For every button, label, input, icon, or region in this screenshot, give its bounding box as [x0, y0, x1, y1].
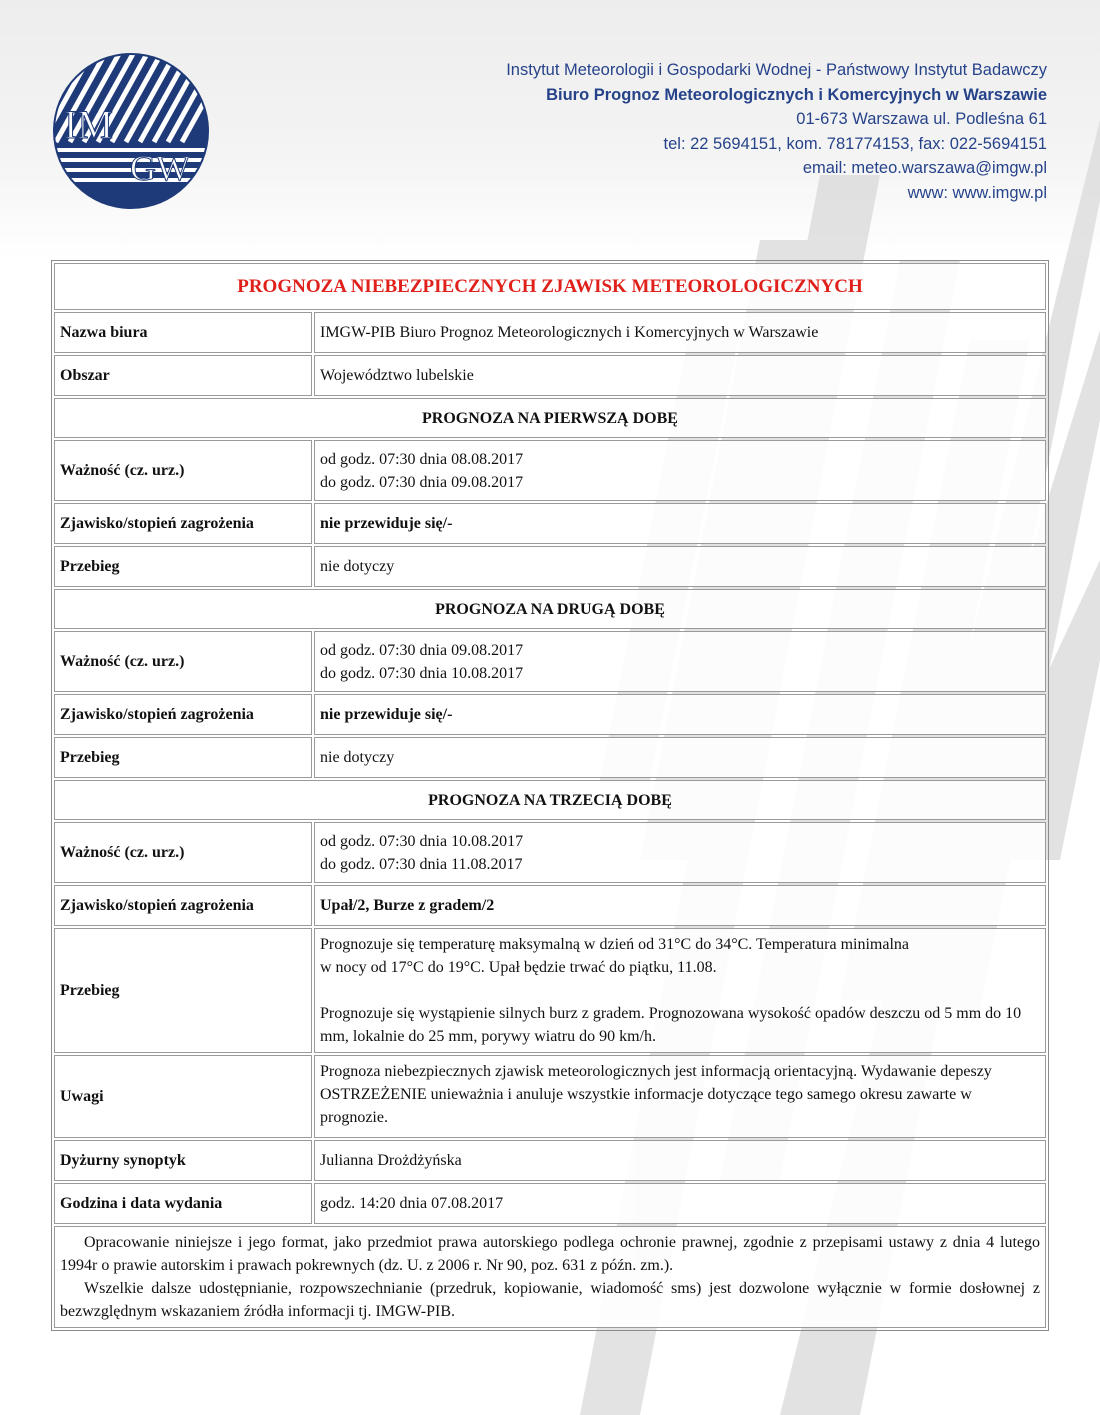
- remarks-label: Uwagi: [54, 1055, 312, 1138]
- logo-text-im: IM: [64, 102, 113, 147]
- copyright-notice: [54, 1226, 1046, 1328]
- day2-course-value: nie dotyczy: [314, 737, 1046, 778]
- day3-phenomenon-value: Upał/2, Burze z gradem/2: [314, 885, 1046, 926]
- day2-phenomenon-label: Zjawisko/stopień zagrożenia: [54, 694, 312, 735]
- copyright-para-2: Wszelkie dalsze udostępnianie, rozpowszechnianie (przedruk, kopiowanie, wiadomość sms) jest dozwolone wyłącznie w formie dosłownej z bezwzględnym wskazaniem źródła informacji tj. IMGW-PIB.: [60, 1280, 1040, 1320]
- day3-heading: PROGNOZA NA TRZECIĄ DOBĘ: [54, 780, 1046, 820]
- day2-validity-value: [314, 631, 1046, 692]
- forecaster-label: Dyżurny synoptyk: [54, 1140, 312, 1181]
- forecast-table: [51, 260, 1049, 1331]
- day1-phenomenon-value: nie przewiduje się/-: [314, 503, 1046, 544]
- day1-heading: PROGNOZA NA PIERWSZĄ DOBĘ: [54, 398, 1046, 438]
- office-value: IMGW-PIB Biuro Prognoz Meteorologicznych i Komercyjnych w Warszawie: [314, 312, 1046, 353]
- day1-course-value: nie dotyczy: [314, 546, 1046, 587]
- day3-course-value: [314, 928, 1046, 1053]
- forecaster-value: Julianna Drożdżyńska: [314, 1140, 1046, 1181]
- day2-validity-label: Ważność (cz. urz.): [54, 631, 312, 692]
- address: 01-673 Warszawa ul. Podleśna 61: [796, 110, 1047, 128]
- bureau-name: Biuro Prognoz Meteorologicznych i Komercyjnych w Warszawie: [546, 85, 1047, 104]
- remarks-value: Prognoza niebezpiecznych zjawisk meteorologicznych jest informacją orientacyjną. Wydawanie depeszy OSTRZEŻENIE unieważnia i anuluje wszystkie informacje dotyczące tego samego okresu zawarte w prognozie.: [314, 1055, 1046, 1138]
- day2-course-label: Przebieg: [54, 737, 312, 778]
- website[interactable]: www: www.imgw.pl: [907, 183, 1047, 202]
- document-title: PROGNOZA NIEBEZPIECZNYCH ZJAWISK METEOROLOGICZNYCH: [54, 263, 1046, 310]
- day2-heading: PROGNOZA NA DRUGĄ DOBĘ: [54, 589, 1046, 629]
- day3-validity-to: do godz. 07:30 dnia 11.08.2017: [320, 855, 523, 873]
- day3-course-line1: Prognozuje się temperaturę maksymalną w dzień od 31°C do 34°C. Temperatura minimalna: [320, 936, 910, 953]
- phone: tel: 22 5694151, kom. 781774153, fax: 022-5694151: [663, 134, 1047, 153]
- day1-phenomenon-label: Zjawisko/stopień zagrożenia: [54, 503, 312, 544]
- day2-validity-from: od godz. 07:30 dnia 09.08.2017: [320, 641, 524, 659]
- copyright-para-1: Opracowanie niniejsze i jego format, jako przedmiot prawa autorskiego podlega ochronie prawnej, zgodnie z przepisami ustawy z dnia 4 lutego 1994r o prawie autorskim i prawach pokrewnych (dz. U. z 2006 r. Nr 90, poz. 631 z późn. zm.).: [60, 1234, 1040, 1274]
- institute-contact-block: [506, 58, 1047, 205]
- issued-value: godz. 14:20 dnia 07.08.2017: [314, 1183, 1046, 1224]
- institute-name: Instytut Meteorologii i Gospodarki Wodnej - Państwowy Instytut Badawczy: [506, 61, 1047, 79]
- area-value: Województwo lubelskie: [314, 355, 1046, 396]
- imgw-logo: [52, 52, 210, 210]
- day1-validity-label: Ważność (cz. urz.): [54, 440, 312, 501]
- day3-validity-from: od godz. 07:30 dnia 10.08.2017: [320, 832, 524, 850]
- day3-course-line2: w nocy od 17°C do 19°C. Upał będzie trwać do piątku, 11.08.: [320, 959, 717, 976]
- day3-course-label: Przebieg: [54, 928, 312, 1053]
- day1-validity-value: [314, 440, 1046, 501]
- day1-course-label: Przebieg: [54, 546, 312, 587]
- day3-validity-label: Ważność (cz. urz.): [54, 822, 312, 883]
- day1-validity-to: do godz. 07:30 dnia 09.08.2017: [320, 473, 524, 491]
- day1-validity-from: od godz. 07:30 dnia 08.08.2017: [320, 450, 524, 468]
- day3-validity-value: [314, 822, 1046, 883]
- day2-phenomenon-value: nie przewiduje się/-: [314, 694, 1046, 735]
- day2-validity-to: do godz. 07:30 dnia 10.08.2017: [320, 664, 524, 682]
- email[interactable]: email: meteo.warszawa@imgw.pl: [802, 159, 1047, 177]
- day3-course-para2: Prognozuje się wystąpienie silnych burz z gradem. Prognozowana wysokość opadów deszczu od 5 mm do 10 mm, lokalnie do 25 mm, porywy wiatru do 90 km/h.: [320, 1005, 1022, 1045]
- office-label: Nazwa biura: [54, 312, 312, 353]
- issued-label: Godzina i data wydania: [54, 1183, 312, 1224]
- day3-phenomenon-label: Zjawisko/stopień zagrożenia: [54, 885, 312, 926]
- area-label: Obszar: [54, 355, 312, 396]
- logo-text-gw: GW: [130, 148, 190, 188]
